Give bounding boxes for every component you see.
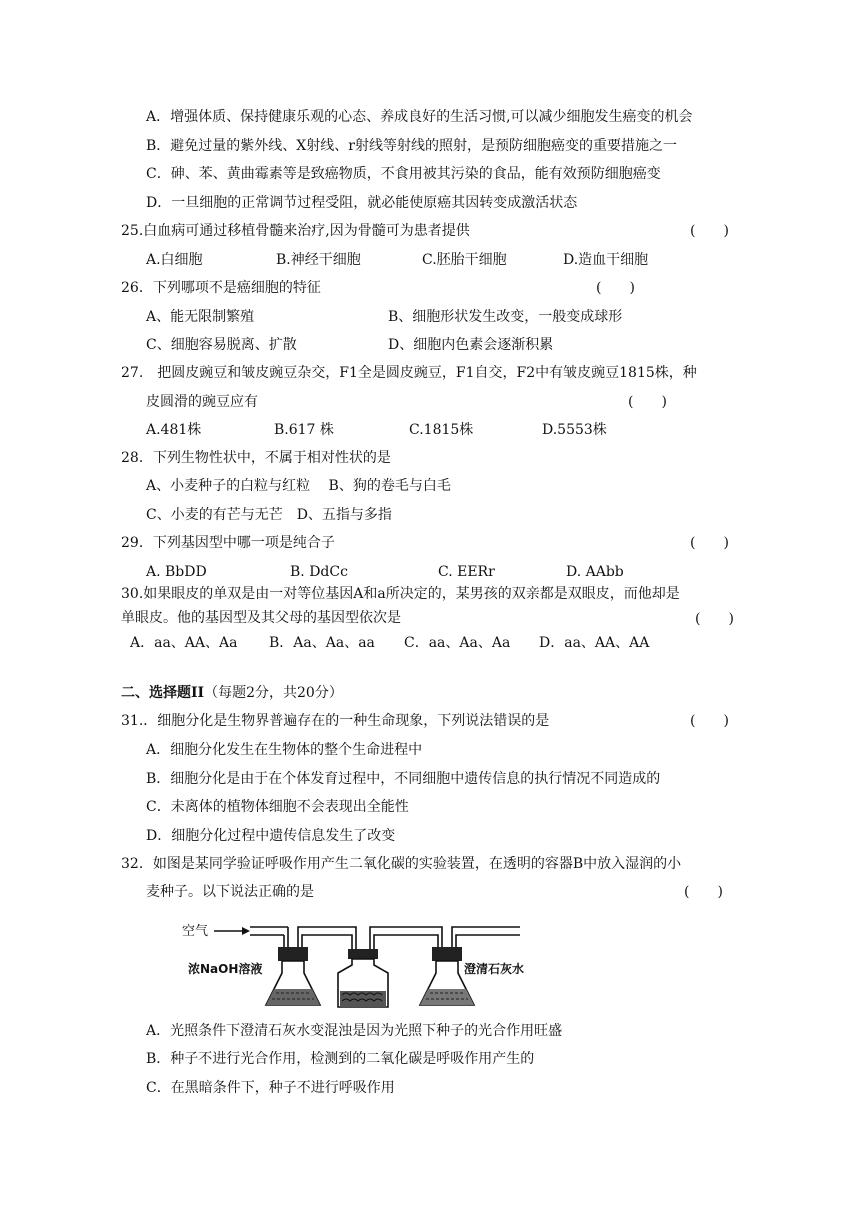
q30-option-b: B．Aa、Aa、aa [269, 635, 375, 651]
middle-bottle-seeds [338, 949, 388, 1007]
q29-answer-paren: ( ) [690, 535, 729, 551]
q28-options-cd: C、小麦的有芒与无芒 D、五指与多指 [146, 507, 392, 523]
q31-answer-paren: ( ) [690, 713, 729, 729]
q25-answer-paren: ( ) [690, 223, 729, 239]
q24-option-a: A．增强体质、保持健康乐观的心态、养成良好的生活习惯,可以减少细胞发生癌变的机会 [146, 109, 693, 125]
limewater-label: 澄清石灰水 [464, 962, 525, 976]
air-arrow-icon [214, 927, 250, 935]
q30-option-a: A．aa、AA、Aa [130, 635, 238, 651]
q28-stem: 28．下列生物性状中，不属于相对性状的是 [121, 450, 391, 466]
q32-answer-paren: ( ) [684, 884, 723, 900]
q31-option-c: C．未离体的植物体细胞不会表现出全能性 [146, 799, 409, 815]
q24-option-c: C．砷、苯、黄曲霉素等是致癌物质，不食用被其污染的食品，能有效预防细胞癌变 [146, 166, 661, 182]
q27-option-a: A.481株 [146, 422, 202, 438]
q27-option-b: B.617 株 [274, 422, 334, 438]
q32-option-c: C．在黑暗条件下，种子不进行呼吸作用 [146, 1080, 395, 1096]
left-flask [266, 947, 320, 1005]
q31-option-d: D．细胞分化过程中遗传信息发生了改变 [146, 828, 396, 844]
q31-stem: 31.．细胞分化是生物界普遍存在的一种生命现象，下列说法错误的是 [121, 713, 550, 729]
q27-stem-line1: 27. 把圆皮豌豆和皱皮豌豆杂交，F1全是圆皮豌豆，F1自交，F2中有皱皮豌豆1815株，种 [121, 365, 697, 381]
q27-option-d: D.5553株 [542, 422, 607, 438]
air-label: 空气 [182, 924, 209, 939]
q30-stem-line2: 单眼皮。他的基因型及其父母的基因型依次是 [121, 610, 401, 626]
q30-option-c: C．aa、Aa、Aa [404, 635, 511, 651]
q26-stem: 26．下列哪项不是癌细胞的特征 [121, 280, 321, 296]
q26-option-a: A、能无限制繁殖 [146, 309, 255, 325]
right-flask [420, 947, 474, 1005]
q32-stem-line2: 麦种子。以下说法正确的是 [146, 884, 314, 900]
q25-option-b: B.神经干细胞 [276, 252, 361, 268]
q25-stem: 25.白血病可通过移植骨髓来治疗,因为骨髓可为患者提供 [121, 223, 470, 239]
q29-option-b: B. DdCc [290, 564, 348, 580]
section-2-note: （每题2分，共20分） [204, 685, 343, 701]
q24-option-b: B．避免过量的紫外线、X射线、r射线等射线的照射，是预防细胞癌变的重要措施之一 [146, 138, 677, 154]
q24-option-d: D．一旦细胞的正常调节过程受阻，就必能使原癌其因转变成激活状态 [146, 195, 578, 211]
q30-answer-paren: ( ) [695, 611, 734, 627]
q30-option-d: D．aa、AA、AA [539, 635, 650, 651]
section-2-title: 二、选择题II [121, 685, 205, 701]
q25-option-d: D.造血干细胞 [563, 252, 649, 268]
q27-stem-line2: 皮圆滑的豌豆应有 [146, 394, 258, 410]
q29-stem: 29．下列基因型中哪一项是纯合子 [121, 535, 335, 551]
q26-option-b: B、细胞形状发生改变，一般变成球形 [388, 309, 623, 325]
q30-stem-line1: 30.如果眼皮的单双是由一对等位基因A和a所决定的，某男孩的双亲都是双眼皮，而他却是 [121, 586, 680, 602]
q29-option-c: C. EERr [438, 564, 495, 580]
q31-option-a: A．细胞分化发生在生物体的整个生命进程中 [146, 742, 423, 758]
q26-answer-paren: ( ) [596, 280, 635, 296]
q31-option-b: B．细胞分化是由于在个体发育过程中，不同细胞中遗传信息的执行情况不同造成的 [146, 771, 661, 787]
q27-answer-paren: ( ) [628, 394, 667, 410]
naoh-solution-label: 浓NaOH溶液 [188, 962, 263, 976]
section-2-heading [121, 684, 343, 702]
q25-option-a: A.白细胞 [146, 252, 203, 268]
q26-option-d: D、细胞内色素会逐渐积累 [388, 337, 554, 353]
q25-option-c: C.胚胎干细胞 [422, 252, 507, 268]
q32-option-a: A．光照条件下澄清石灰水变混浊是因为光照下种子的光合作用旺盛 [146, 1023, 563, 1039]
apparatus-svg [180, 915, 560, 1015]
q26-option-c: C、细胞容易脱离、扩散 [146, 337, 297, 353]
q27-option-c: C.1815株 [409, 422, 474, 438]
q28-options-ab: A、小麦种子的白粒与红粒 B、狗的卷毛与白毛 [146, 478, 451, 494]
apparatus-diagram [180, 915, 560, 1015]
q29-option-d: D. AAbb [566, 564, 624, 580]
q29-option-a: A. BbDD [146, 564, 207, 580]
q32-option-b: B．种子不进行光合作用，检测到的二氧化碳是呼吸作用产生的 [146, 1051, 535, 1067]
q32-stem-line1: 32．如图是某同学验证呼吸作用产生二氧化碳的实验装置，在透明的容器B中放入湿润的小 [121, 856, 682, 872]
